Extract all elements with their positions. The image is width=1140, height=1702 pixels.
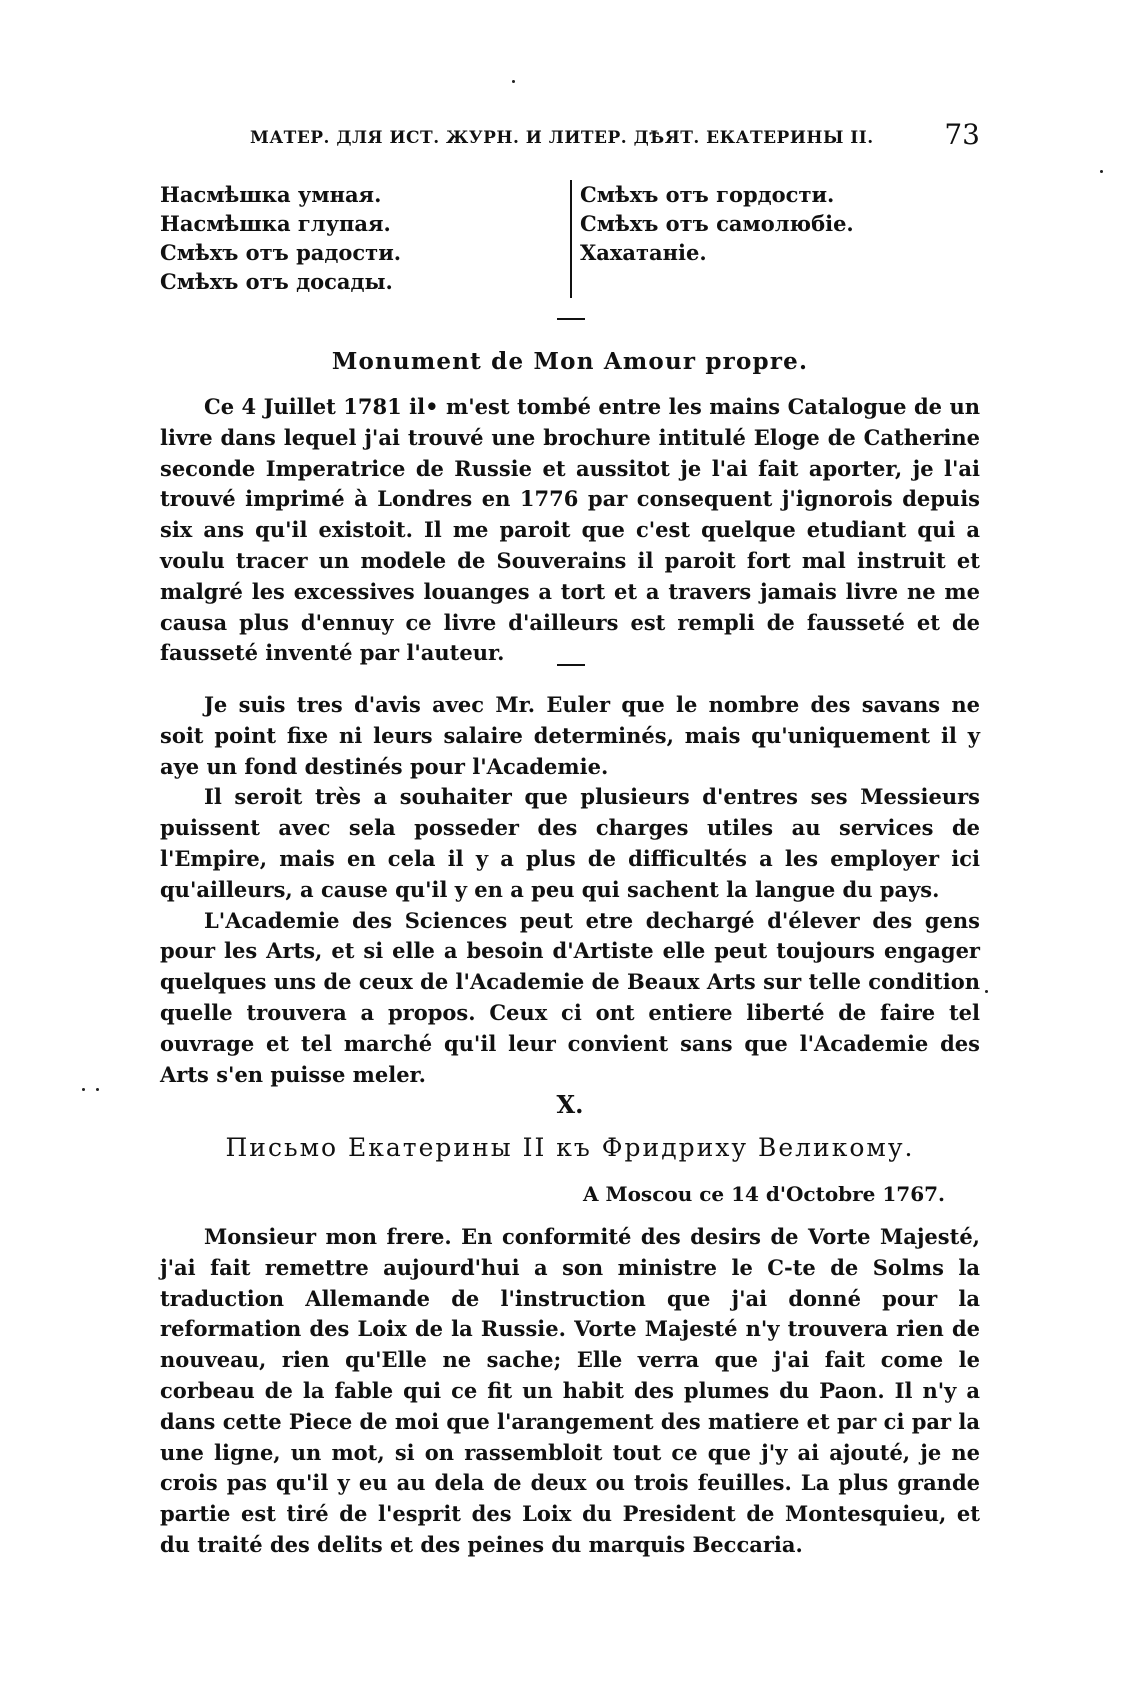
letter-title: Письмо Екатерины II къ Фридриху Великому.	[225, 1133, 915, 1162]
running-title: МАТЕР. ДЛЯ ИСТ. ЖУРН. И ЛИТЕР. ДѢЯТ. ЕКАТЕРИНЫ II.	[250, 128, 874, 148]
print-speck	[985, 990, 988, 993]
paragraph: Monsieur mon frere. En conformité des desirs de Vorte Majesté, j'ai fait remettre aujourd'hui a son ministre le C-te de Solms la traduction Allemande de l'instruction que j'ai donné pour la reformation des Loix de la Russie. Vorte Majesté n'y trouvera rien de nouveau, rien qu'Elle ne sache; Elle verra que j'ai fait come le corbeau de la fable qui ce fit un habit des plumes du Paon. Il n'y a dans cette Piece de moi que l'arangement des matiere et par ci par la une ligne, un mot, si on rassembloit tout ce que j'y ai ajouté, je ne crois pas qu'il y eu au dela de deux ou trois feuilles. La plus grande partie est tiré de l'esprit des Loix du President de Montesquieu, et du traité des delits et des peines du marquis Beccaria.	[160, 1224, 980, 1557]
paragraph: Il seroit très a souhaiter que plusieurs d'entres ses Messieurs puissent avec sela posseder des charges utiles au services de l'Empire, mais en cela il y a plus de difficultés a les employer ici qu'ailleurs, a cause qu'il y en a peu qui sachent la langue du pays.	[160, 784, 980, 902]
print-speck	[82, 1088, 85, 1091]
print-speck	[96, 1088, 99, 1091]
list-column-left	[160, 180, 560, 296]
laughter-list	[160, 180, 860, 300]
section2-body	[160, 690, 980, 1090]
list-item: Смѣхъ отъ гордости.	[580, 182, 835, 207]
page-header	[250, 118, 980, 158]
list-item: Смѣхъ отъ досады.	[160, 269, 393, 294]
paragraph: L'Academie des Sciences peut etre dechargé d'élever des gens pour les Arts, et si elle a besoin d'Artiste elle peut toujours engager quelques uns de ceux de l'Academie de Beaux Arts sur telle condition quelle trouvera a propos. Ceux ci ont entiere liberté de faire tel ouvrage et tel marché qu'il leur convient sans que l'Academie des Arts s'en puisse meler.	[160, 907, 980, 1087]
list-item: Смѣхъ отъ радости.	[160, 240, 402, 265]
list-item: Насмѣшка глупая.	[160, 211, 391, 236]
print-speck	[512, 80, 515, 83]
list-item: Насмѣшка умная.	[160, 182, 382, 207]
section-separator	[557, 664, 585, 666]
section-separator	[557, 318, 585, 320]
section1-body	[160, 392, 980, 669]
paragraph: Je suis tres d'avis avec Mr. Euler que le nombre des savans ne soit point fixe ni leurs salaire determinés, mais qu'uniquement il y aye un fond destinés pour l'Academie.	[160, 692, 980, 779]
letter-body	[160, 1222, 980, 1561]
paragraph: Ce 4 Juillet 1781 il• m'est tombé entre les mains Catalogue de un livre dans lequel j'ai trouvé une brochure intitulé Eloge de Catherine seconde Imperatrice de Russie et aussitot je l'ai fait aporter, je l'ai trouvé imprimé à Londres en 1776 par consequent j'ignorois depuis six ans qu'il existoit. Il me paroit que c'est quelque etudiant qui a voulu tracer un modele de Souverains il paroit fort mal instruit et malgré les excessives louanges a tort et a travers jamais livre ne me causa plus d'ennuy ce livre d'ailleurs est rempli de fausseté et de fausseté inventé par l'auteur.	[160, 394, 980, 666]
letter-dateline: A Moscou ce 14 d'Octobre 1767.	[582, 1182, 945, 1206]
list-item: Смѣхъ отъ самолюбіе.	[580, 211, 854, 236]
print-speck	[1100, 170, 1103, 173]
column-divider	[570, 180, 572, 298]
section-number: X.	[556, 1090, 584, 1119]
list-column-right	[580, 180, 880, 267]
page-number: 73	[944, 118, 980, 151]
section-title: Monument de Mon Amour propre.	[331, 348, 809, 375]
list-item: Хахатаніе.	[580, 240, 707, 265]
